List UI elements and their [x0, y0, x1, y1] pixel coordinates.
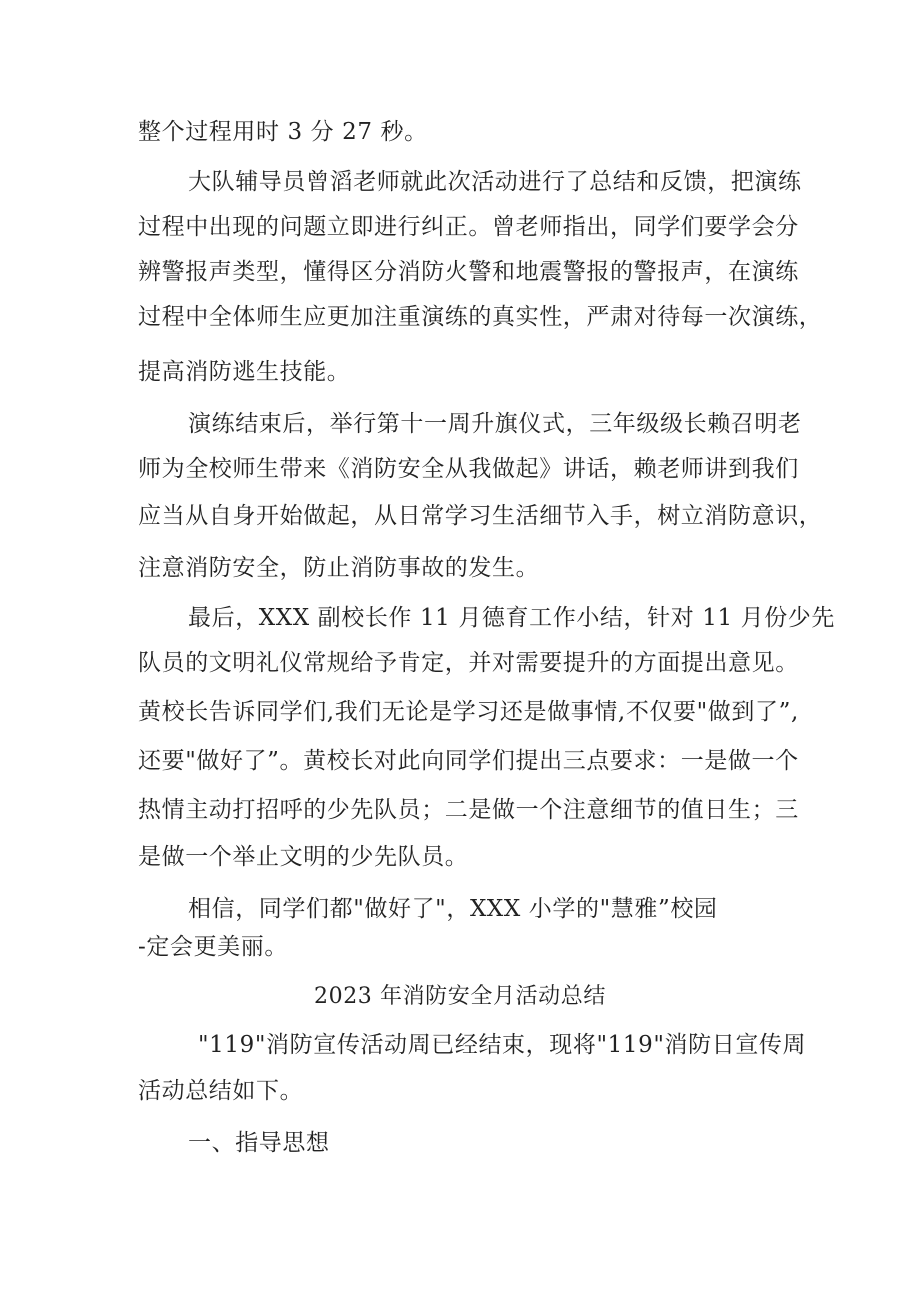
paragraph-line: 黄校长告诉同学们,我们无论是学习还是做事情,不仅要"做到了”, — [138, 699, 799, 725]
paragraph-line: 队员的文明礼仪常规给予肯定，并对需要提升的方面提出意见。 — [138, 650, 799, 676]
paragraph-line: 还要"做好了”。黄校长对此向同学们提出三点要求：一是做一个 — [138, 748, 799, 774]
paragraph-line: 提高消防逃生技能。 — [138, 359, 351, 385]
paragraph-line: 应当从自身开始做起，从日常学习生活细节入手，树立消防意识， — [138, 503, 823, 529]
paragraph-line: 热情主动打招呼的少先队员；二是做一个注意细节的值日生；三 — [138, 797, 799, 823]
paragraph-line: 演练结束后，举行第十一周升旗仪式，三年级级长赖召明老 — [188, 411, 802, 437]
paragraph-line: 整个过程用时 3 分 27 秒。 — [138, 119, 428, 145]
paragraph-line: 辨警报声类型，懂得区分消防火警和地震警报的警报声，在演练 — [138, 259, 799, 285]
paragraph-line: -定会更美丽。 — [138, 934, 288, 960]
paragraph-line: 过程中出现的问题立即进行纠正。曾老师指出，同学们要学会分 — [138, 214, 799, 240]
section-heading: 一、指导思想 — [188, 1130, 330, 1156]
paragraph-line: 最后，XXX 副校长作 11 月德育工作小结，针对 11 月份少先 — [188, 605, 836, 631]
paragraph-line: 注意消防安全，防止消防事故的发生。 — [138, 555, 540, 581]
section-title: 2023 年消防安全月活动总结 — [314, 984, 606, 1009]
paragraph-line: 是做一个举止文明的少先队员。 — [138, 844, 469, 870]
paragraph-line: 活动总结如下。 — [138, 1078, 304, 1104]
paragraph-line: "119"消防宣传活动周已经结束，现将"119"消防日宣传周 — [198, 1032, 807, 1058]
paragraph-line: 大队辅导员曾滔老师就此次活动进行了总结和反馈，把演练 — [188, 169, 802, 195]
paragraph-line: 过程中全体师生应更加注重演练的真实性，严肃对待每一次演练， — [138, 304, 823, 330]
paragraph-line: 相信，同学们都"做好了"，XXX 小学的"慧雅”校园 — [188, 896, 718, 922]
paragraph-line: 师为全校师生带来《消防安全从我做起》讲话，赖老师讲到我们 — [138, 456, 799, 482]
